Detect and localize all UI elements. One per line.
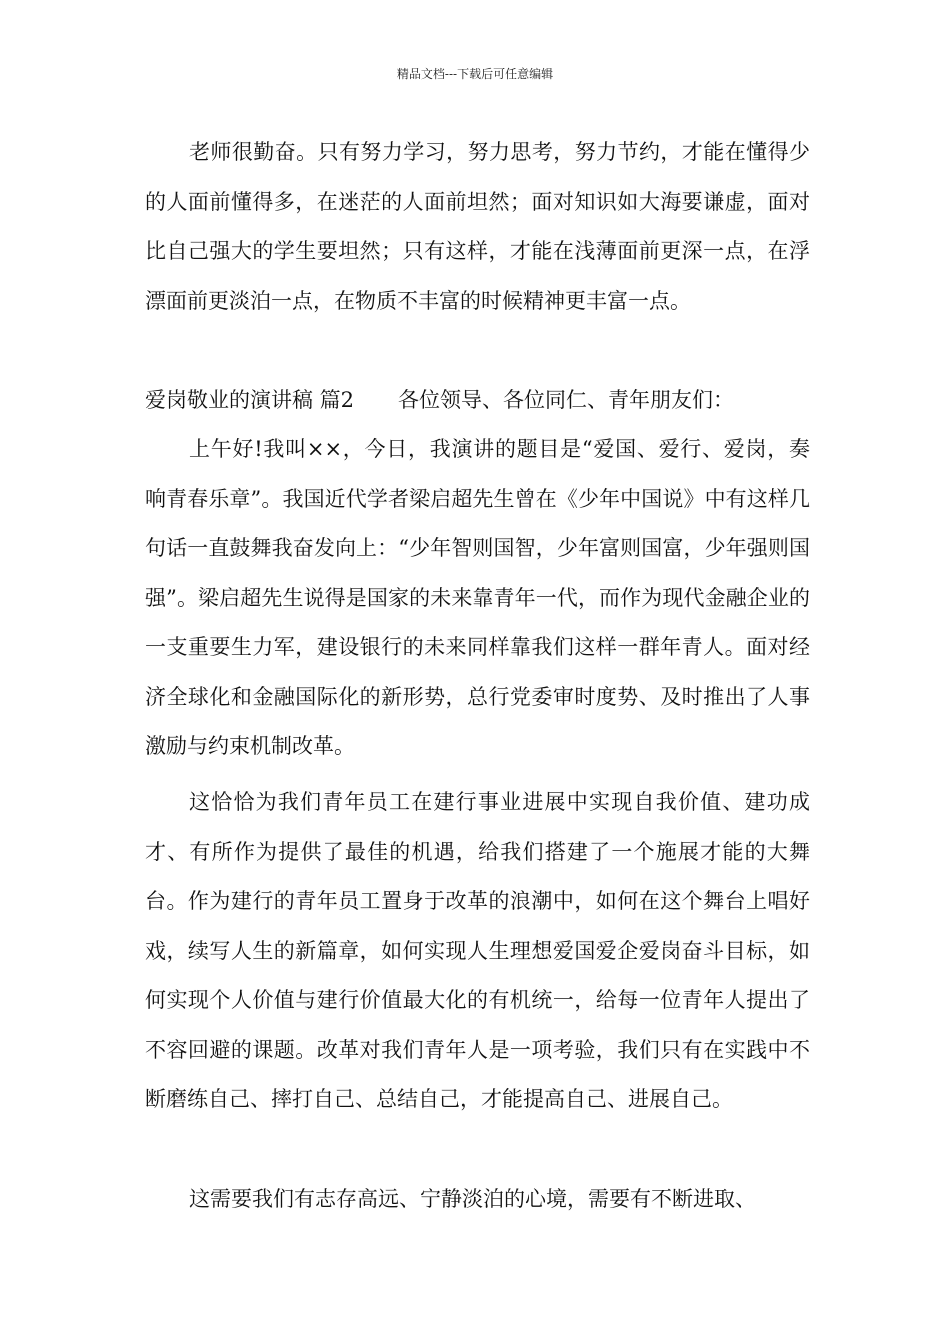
paragraph-4 bbox=[145, 1175, 810, 1225]
paragraph-2 bbox=[145, 425, 810, 772]
paragraph-4-text: 这需要我们有志存高远、宁静淡泊的心境，需要有不断进取、 bbox=[189, 1187, 756, 1211]
page-header: 精品文档---下载后可任意编辑 bbox=[396, 67, 554, 81]
section-title: 爱岗敬业的演讲稿 篇2 bbox=[145, 388, 355, 412]
section-heading-line bbox=[145, 380, 810, 420]
salutation: 各位领导、各位同仁、青年朋友们： bbox=[398, 388, 735, 412]
paragraph-1-text: 老师很勤奋。只有努力学习，努力思考，努力节约，才能在懂得少的人面前懂得多，在迷茫的人面前坦然；面对知识如大海要谦虚，面对比自己强大的学生要坦然；只有这样，才能在浅薄面前更深一点，在浮漂面前更淡泊一点，在物质不丰富的时候精神更丰富一点。 bbox=[145, 140, 810, 313]
paragraph-1 bbox=[145, 128, 810, 326]
paragraph-3 bbox=[145, 778, 810, 1125]
paragraph-2-text: 上午好!我叫××，今日，我演讲的题目是“爱国、爱行、爱岗，奏响青春乐章”。我国近代学者梁启超先生曾在《少年中国说》中有这样几句话一直鼓舞我奋发向上：“少年智则国智，少年富则国富，少年强则国强”。梁启超先生说得是国家的未来靠青年一代，而作为现代金融企业的一支重要生力军，建设银行的未来同样靠我们这样一群年青人。面对经济全球化和金融国际化的新形势，总行党委审时度势、及时推出了人事激励与约束机制改革。 bbox=[145, 437, 810, 758]
paragraph-3-text: 这恰恰为我们青年员工在建行事业进展中实现自我价值、建功成才、有所作为提供了最佳的机遇，给我们搭建了一个施展才能的大舞台。作为建行的青年员工置身于改革的浪潮中，如何在这个舞台上唱好戏，续写人生的新篇章，如何实现人生理想爱国爱企爱岗奋斗目标，如何实现个人价值与建行价值最大化的有机统一，给每一位青年人提出了不容回避的课题。改革对我们青年人是一项考验，我们只有在实践中不断磨练自己、摔打自己、总结自己，才能提高自己、进展自己。 bbox=[145, 790, 810, 1111]
